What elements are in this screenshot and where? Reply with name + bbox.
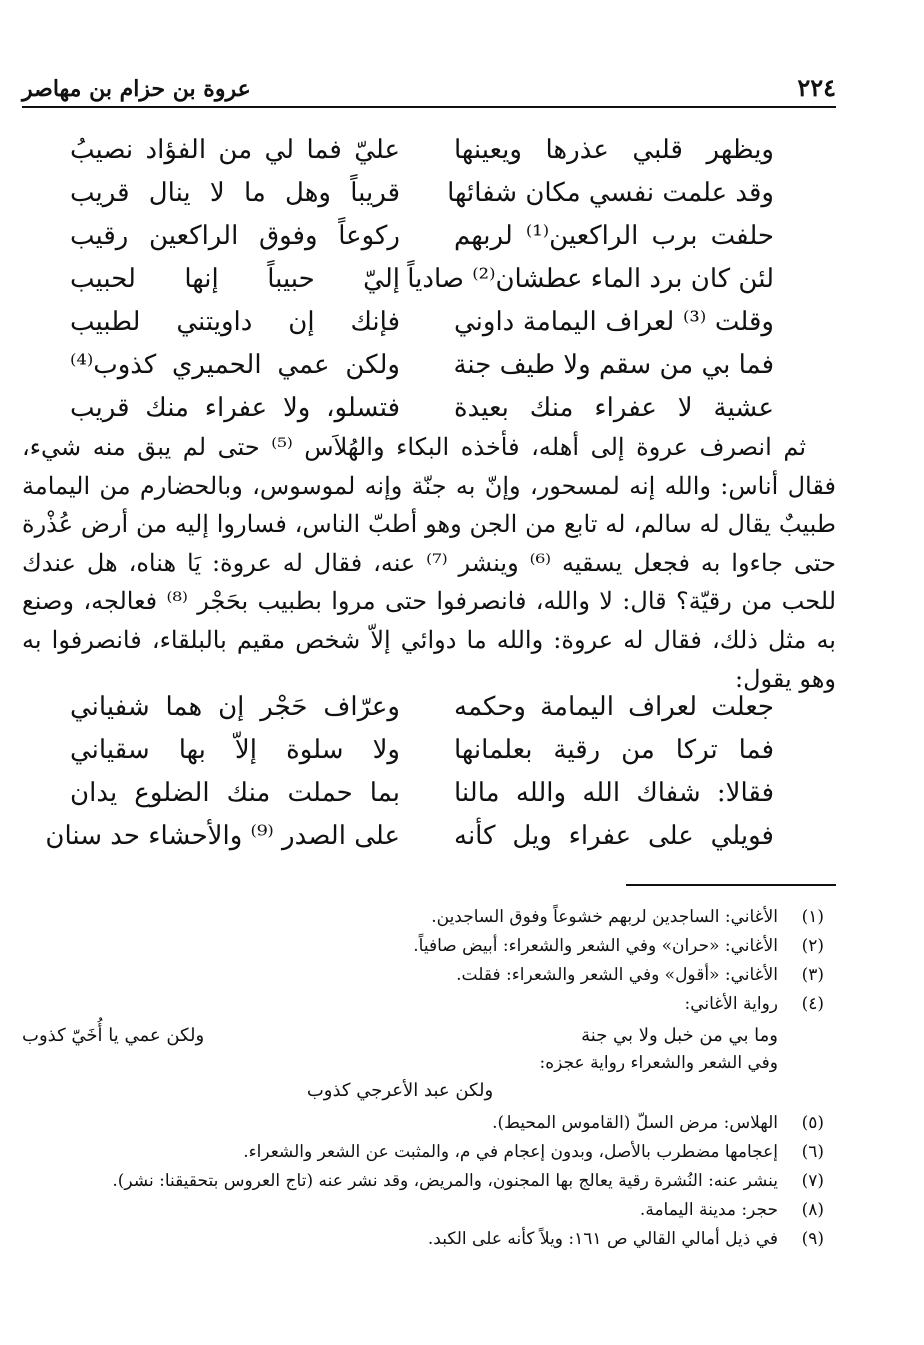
footnote-text: ينشر عنه: النُشرة رقية يعالج بها المجنون، والمريض، وقد نشر عنه (تاج العروس بتحقيقنا: نشر). xyxy=(112,1171,778,1191)
page-number: ٢٢٤ xyxy=(797,73,836,102)
footnote-verse xyxy=(22,1021,778,1051)
footnote-number: (١) xyxy=(801,907,824,927)
verse-first-hemistich: عشية لا عفراء منك بعيدة xyxy=(454,392,774,423)
running-title: عروة بن حزام بن مهاصر xyxy=(22,76,251,102)
verse-line xyxy=(70,171,774,214)
footnote-centered-verse: ولكن عبد الأعرجي كذوب xyxy=(306,1080,494,1101)
verse-line xyxy=(70,343,774,386)
footnote-number: (٨) xyxy=(801,1200,824,1220)
verse-first-hemistich: جعلت لعراف اليمامة وحكمه xyxy=(454,691,774,722)
verse-first-hemistich: فويلي على عفراء ويل كأنه xyxy=(454,820,774,851)
footnote xyxy=(22,992,824,1016)
footnote xyxy=(22,963,824,987)
footnote-4-body xyxy=(22,1021,778,1103)
verse-line xyxy=(70,685,774,728)
footnote-text: حجر: مدينة اليمامة. xyxy=(639,1200,778,1220)
verse-first-hemistich: ويظهر قلبي عذرها ويعينها xyxy=(454,134,774,165)
footnote-number: (٩) xyxy=(801,1229,824,1249)
footnote-number: (٤) xyxy=(801,994,824,1014)
verse-first-hemistich: حلفت برب الراكعين⁽¹⁾ لربهم xyxy=(454,220,774,251)
footnote xyxy=(22,934,824,958)
footnote-text: الأغاني: «أقول» وفي الشعر والشعراء: فقلت. xyxy=(456,965,778,985)
verse-line xyxy=(45,814,774,857)
poem-2 xyxy=(45,685,774,857)
verse-second-hemistich: فتسلو، ولا عفراء منك قريب xyxy=(70,392,400,423)
verse-second-hemistich: قريباً وهل ما لا ينال قريب xyxy=(70,177,400,208)
verse-first-hemistich: فما بي من سقم ولا طيف جنة xyxy=(453,349,774,380)
verse-line xyxy=(70,728,774,771)
page-header xyxy=(22,68,836,108)
verse-second-hemistich: على الصدر ⁽⁹⁾ والأحشاء حد سنان xyxy=(45,820,400,851)
footnote xyxy=(22,1198,824,1222)
verse-first-hemistich: فما تركا من رقية بعلمانها xyxy=(454,734,774,765)
footnote-text: في ذيل أمالي القالي ص ١٦١: ويلاً كأنه على الكبد. xyxy=(427,1229,778,1249)
verse-line xyxy=(70,128,774,171)
verse-line xyxy=(70,214,774,257)
footnote-verse-second: ولكن عمي يا أُخَيّ كذوب xyxy=(22,1025,205,1046)
footnote-text: رواية الأغاني: xyxy=(684,994,778,1014)
verse-line xyxy=(70,386,774,429)
verse-second-hemistich: وعرّاف حَجْر إن هما شفياني xyxy=(70,691,400,722)
poem-1 xyxy=(70,128,774,429)
footnote-note: وفي الشعر والشعراء رواية عجزه: xyxy=(539,1053,778,1073)
verse-line xyxy=(70,771,774,814)
verse-second-hemistich: عليّ فما لي من الفؤاد نصيبُ xyxy=(70,134,400,165)
footnote-number: (٦) xyxy=(801,1142,824,1162)
prose-body xyxy=(22,428,836,698)
verse-second-hemistich: بما حملت منك الضلوع يدان xyxy=(70,777,400,808)
footnote-number: (٣) xyxy=(801,965,824,985)
footnote xyxy=(22,1169,824,1193)
footnote-number: (٧) xyxy=(801,1171,824,1191)
verse-second-hemistich: ولكن عمي الحميري كذوب⁽⁴⁾ xyxy=(70,349,400,380)
footnote-text: الهلاس: مرض السلّ (القاموس المحيط). xyxy=(492,1113,778,1133)
footnote-verse-first: وما بي من خبل ولا بي جنة xyxy=(581,1025,778,1046)
footnote xyxy=(22,1227,824,1251)
verse-second-hemistich: فإنك إن داويتني لطبيب xyxy=(70,306,400,337)
verse-first-hemistich: وقلت ⁽³⁾ لعراف اليمامة داوني xyxy=(454,306,774,337)
footnote-text: الأغاني: «حران» وفي الشعر والشعراء: أبيض صافياً. xyxy=(413,936,778,956)
footnote xyxy=(22,905,824,929)
verse-second-hemistich: ولا سلوة إلاّ بها سقياني xyxy=(70,734,400,765)
verse-first-hemistich: فقالا: شفاك الله والله مالنا xyxy=(454,777,774,808)
verse-second-hemistich: ركوعاً وفوق الراكعين رقيب xyxy=(70,220,400,251)
prose-paragraph: ثم انصرف عروة إلى أهله، فأخذه البكاء والهُلاَس ⁽⁵⁾ حتى لم يبق منه شيء، فقال أناس: والله إنه لمسحور، وإنّ به جنّة وإنه لموسوس، وبالحضارم من اليمامة طبيبٌ يقال له سالم، له تابع من الجن وهو أطبّ الناس، فساروا إليه من أرض عُذْرة حتى جاءوا به فجعل يسقيه ⁽⁶⁾ وينشر ⁽⁷⁾ عنه، فقال له عروة: يَا هناه، هل عندك للحب من رقيّة؟ قال: لا والله، فانصرفوا حتى مروا بطبيب بحَجْر ⁽⁸⁾ فعالجه، وصنع به مثل ذلك، فقال له عروة: والله ما دوائي إلاّ شخص مقيم بالبلقاء، فانصرفوا به وهو يقول: xyxy=(22,433,837,693)
footnote xyxy=(22,1140,824,1164)
footnotes xyxy=(22,905,824,1256)
footnote-number: (٥) xyxy=(801,1113,824,1133)
verse-first-hemistich: وقد علمت نفسي مكان شفائها xyxy=(447,177,774,208)
footnote-divider xyxy=(626,884,836,886)
verse-line xyxy=(70,257,774,300)
verse-first-hemistich: لئن كان برد الماء عطشان⁽²⁾ صادياً xyxy=(407,263,774,294)
footnote-text: الأغاني: الساجدين لربهم خشوعاً وفوق الساجدين. xyxy=(431,907,778,927)
footnote-text: إعجامها مضطرب بالأصل، وبدون إعجام في م، والمثبت عن الشعر والشعراء. xyxy=(243,1142,778,1162)
verse-second-hemistich: إليّ حبيباً إنها لحبيب xyxy=(70,263,400,294)
footnote xyxy=(22,1111,824,1135)
verse-line xyxy=(70,300,774,343)
footnote-number: (٢) xyxy=(801,936,824,956)
